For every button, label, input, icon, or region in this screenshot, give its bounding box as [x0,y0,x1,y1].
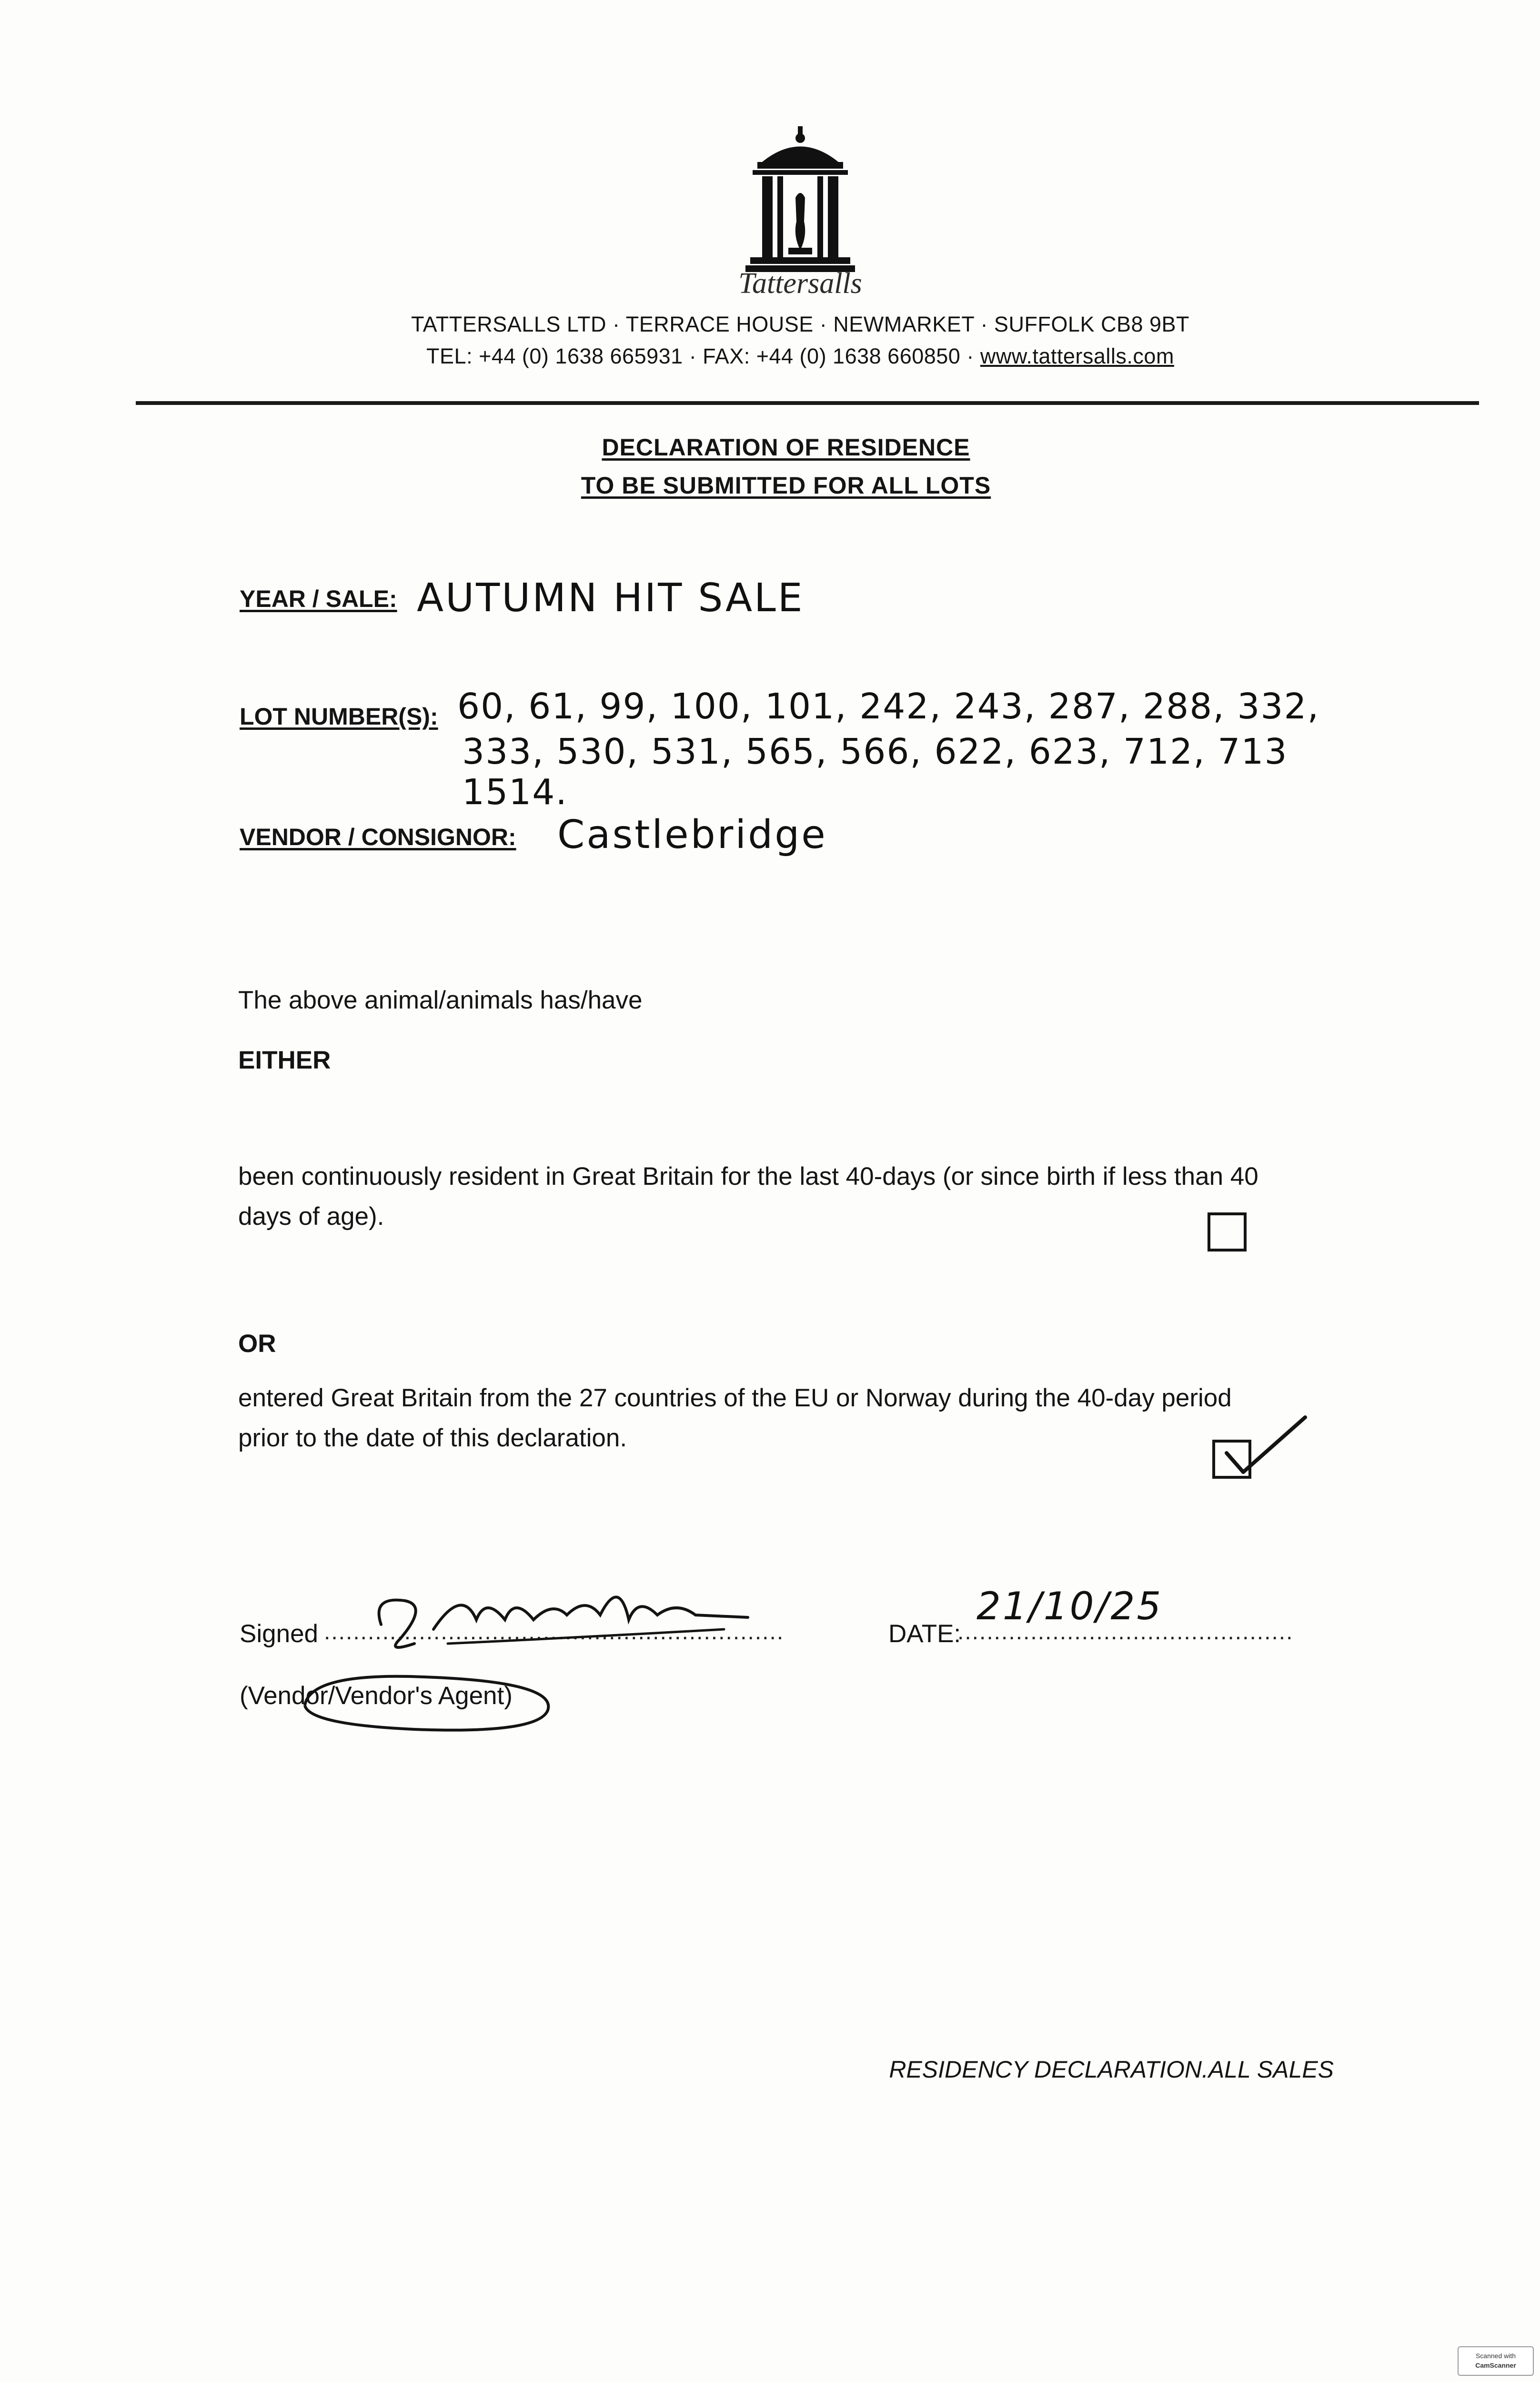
vendor-value[interactable]: Castlebridge [557,812,827,858]
option-2-text [238,1377,1381,1460]
scanner-badge-line-2: CamScanner [1475,2362,1516,2369]
checkmark-icon [1217,1408,1312,1489]
vendor-label: VENDOR / CONSIGNOR: [240,824,516,850]
company-address: TATTERSALLS LTD · TERRACE HOUSE · NEWMARKET · SUFFOLK CB8 9BT [411,312,1190,336]
header-divider [136,401,1479,405]
signer-role-label: (Vendor/Vendor's Agent) [240,1682,513,1710]
either-label: EITHER [238,1046,331,1074]
contact-phone-fax: TEL: +44 (0) 1638 665931 · FAX: +44 (0) 1638 660850 · [426,344,980,368]
option-1-line-1: been continuously resident in Great Britain for the last 40-days (or since birth if less than 40 [238,1162,1258,1191]
year-sale-label: YEAR / SALE: [240,585,397,612]
option-2-line-2: prior to the date of this declaration. [238,1424,627,1452]
option-1-line-2: days of age). [238,1202,384,1231]
website-link[interactable]: www.tattersalls.com [980,344,1174,368]
document-subtitle: TO BE SUBMITTED FOR ALL LOTS [581,472,991,499]
tattersalls-logo [743,126,857,274]
lot-numbers-line-1[interactable]: 60, 61, 99, 100, 101, 242, 243, 287, 288, 332, [457,686,1320,727]
date-value[interactable]: 21/10/25 [976,1584,1163,1628]
lot-numbers-line-3[interactable]: 1514. [462,772,568,813]
camscanner-badge [1458,2346,1534,2376]
lot-numbers-line-2[interactable]: 333, 530, 531, 565, 566, 622, 623, 712, 713 [462,731,1288,772]
scanner-badge-line-1: Scanned with [1475,2352,1516,2360]
signature-mark [352,1567,781,1663]
form-name-footer: RESIDENCY DECLARATION.ALL SALES [889,2056,1334,2083]
year-sale-value[interactable]: AUTUMN HIT SALE [417,575,805,621]
signature-line: ............................................................... [324,1619,785,1645]
option-1-checkbox[interactable] [1208,1212,1247,1252]
company-contact [314,344,1286,369]
statement-intro: The above animal/animals has/have [238,986,643,1014]
date-line: .............................................. [957,1619,1294,1645]
date-label: DATE: [888,1620,961,1648]
role-circle-mark [291,1663,562,1739]
document-title: DECLARATION OF RESIDENCE [602,434,970,461]
signed-label: Signed [240,1620,319,1648]
option-2-line-1: entered Great Britain from the 27 countries of the EU or Norway during the 40-day period [238,1384,1232,1412]
or-label: OR [238,1330,276,1358]
brand-name: Tattersalls [738,267,862,300]
lot-numbers-label: LOT NUMBER(S): [240,703,438,730]
